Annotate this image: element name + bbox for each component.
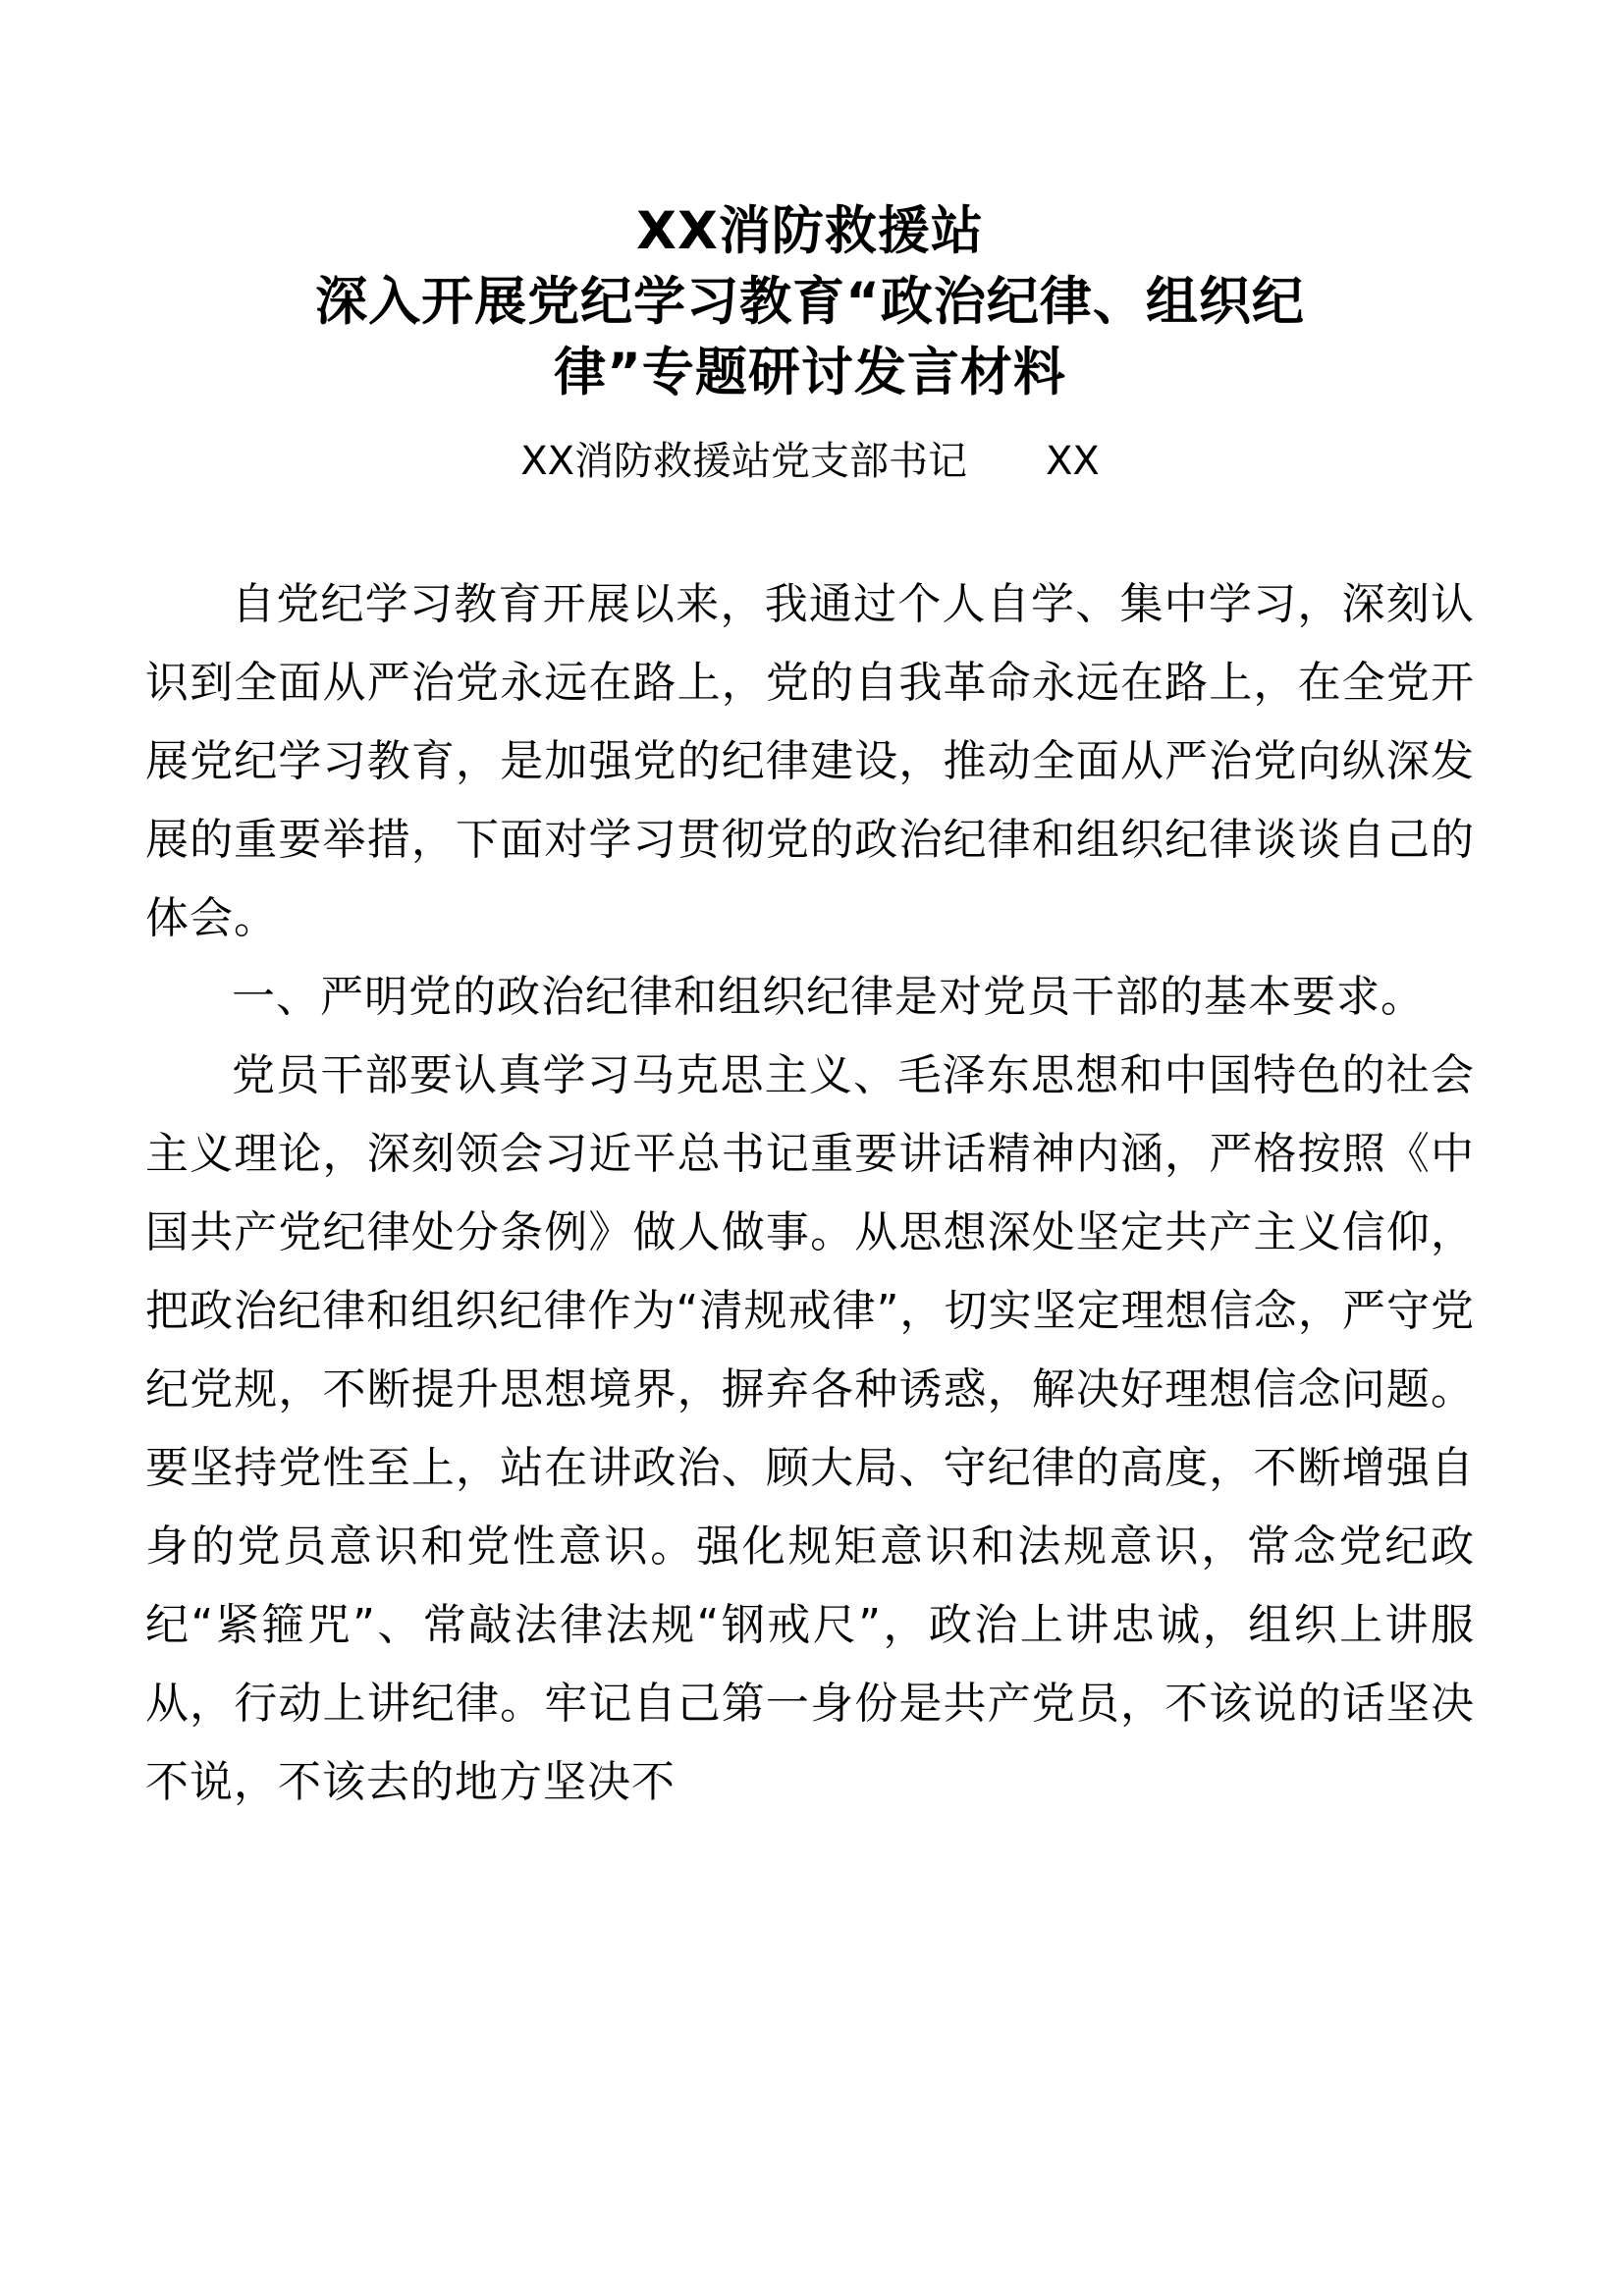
title-line-2: 深入开展党纪学习教育“政治纪律、组织纪 <box>315 272 1305 332</box>
paragraph-intro: 自党纪学习教育开展以来，我通过个人自学、集中学习，深刻认识到全面从严治党永远在路上，党的自我革命永远在路上，在全党开展党纪学习教育，是加强党的纪律建设，推动全面从严治党向纵深发展的重要举措，下面对学习贯彻党的政治纪律和组织纪律谈谈自己的体会。 <box>145 579 1475 943</box>
title-line-3: 律”专题研讨发言材料 <box>554 343 1066 402</box>
paragraph-section-body: 党员干部要认真学习马克思主义、毛泽东思想和中国特色的社会主义理论，深刻领会习近平总书记重要讲话精神内涵，严格按照《中国共产党纪律处分条例》做人做事。从思想深处坚定共产主义信仰，把政治纪律和组织纪律作为“清规戒律”，切实坚定理想信念，严守党纪党规，不断提升思想境界，摒弃各种诱惑，解决好理想信念问题。要坚持党性至上，站在讲政治、顾大局、守纪律的高度，不断增强自身的党员意识和党性意识。强化规矩意识和法规意识，常念党纪政纪“紧箍咒”、常敲法律法规“钢戒尺”，政治上讲忠诚，组织上讲服从，行动上讲纪律。牢记自己第一身份是共产党员，不该说的话坚决不说，不该去的地方坚决不 <box>145 1050 1475 1807</box>
document-body <box>145 565 1475 1822</box>
document-title <box>145 196 1475 408</box>
document-byline: XX消防救援站党支部书记 XX <box>520 439 1100 484</box>
paragraph-section-heading: 一、严明党的政治纪律和组织纪律是对党员干部的基本要求。 <box>232 972 1425 1022</box>
title-line-1: XX消防救援站 <box>636 201 984 261</box>
